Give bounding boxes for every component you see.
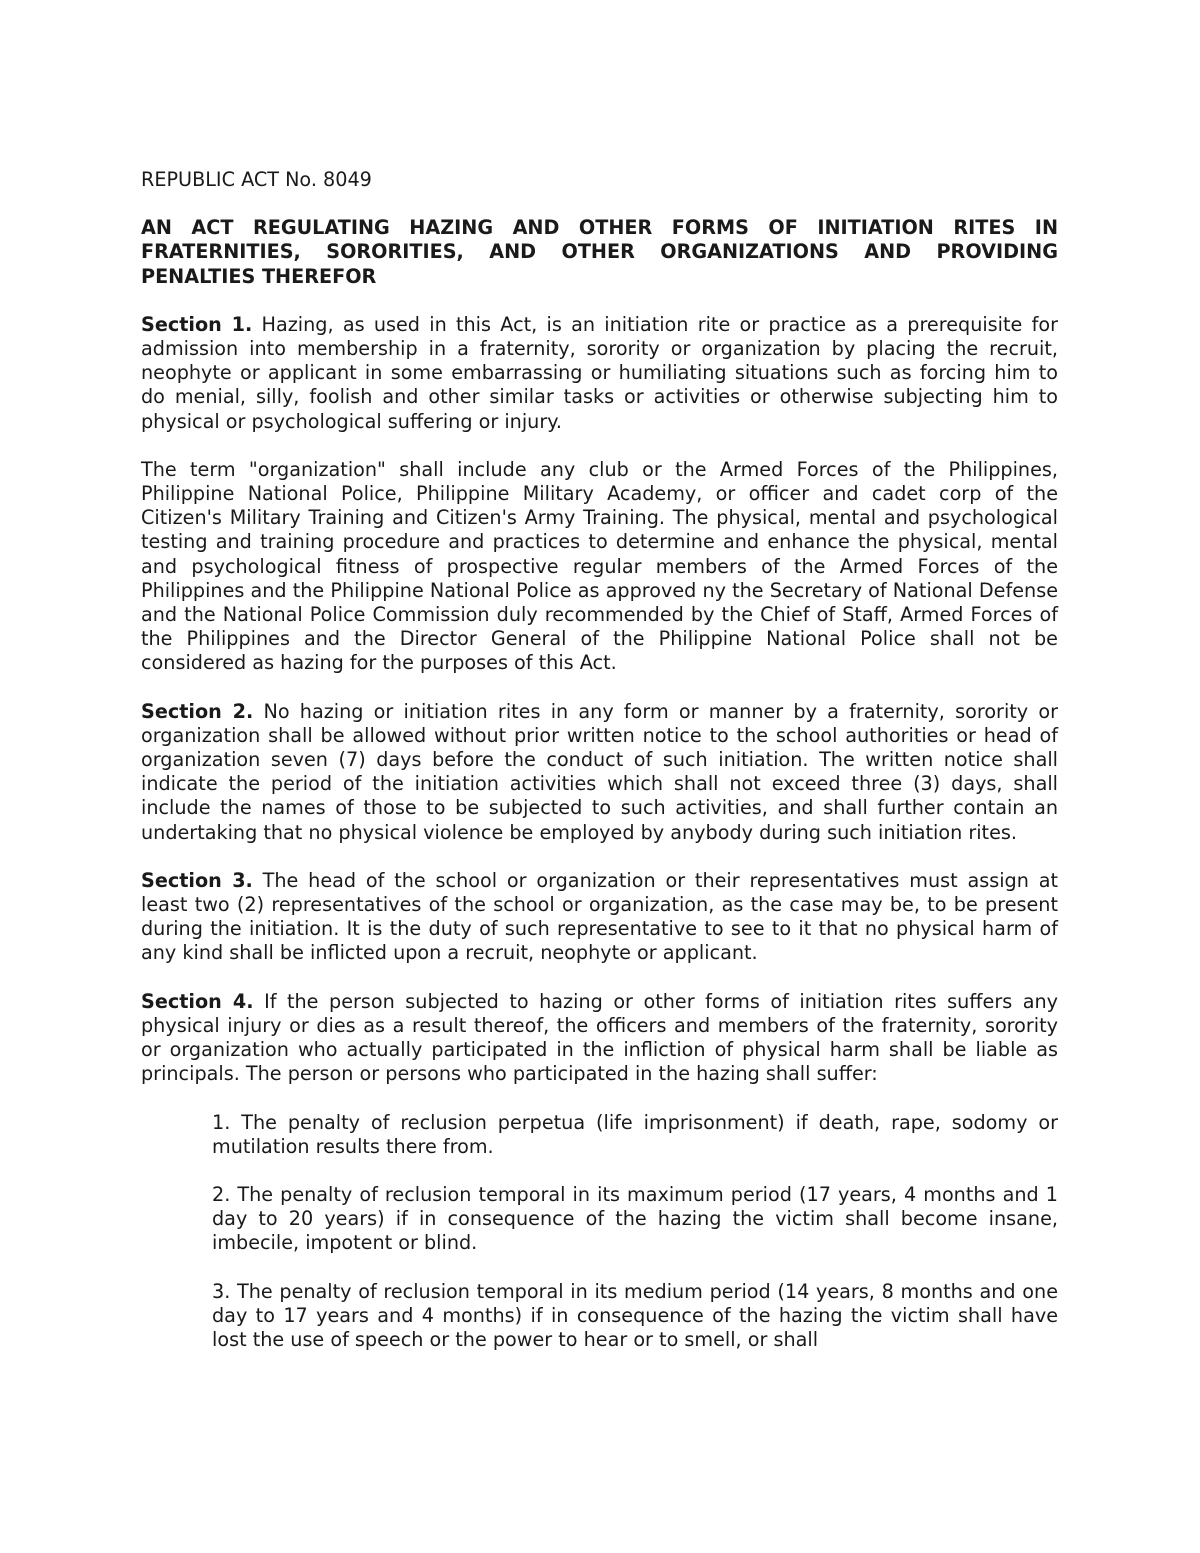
act-number: REPUBLIC ACT No. 8049 (141, 168, 372, 191)
section-2-paragraph (141, 700, 1058, 845)
section-1-text: Hazing, as used in this Act, is an initiation rite or practice as a prerequisite for admission into membership in a fraternity, sorority or organization by placing the recruit, neophyte or applicant in some embarrassing or humiliating situations such as forcing him to do menial, silly, foolish and other similar tasks or activities or otherwise subjecting him to physical or psychological suffering or injury. (141, 312, 1058, 433)
section-4-paragraph (141, 990, 1058, 1087)
organization-definition-paragraph (141, 458, 1058, 676)
section-4-label: Section 4. (141, 989, 254, 1013)
penalty-item-1: 1. The penalty of reclusion perpetua (life imprisonment) if death, rape, sodomy or mutilation results there from. (212, 1110, 1058, 1158)
penalty-item-3: 3. The penalty of reclusion temporal in its medium period (14 years, 8 months and one day to 17 years and 4 months) if in consequence of the hazing the victim shall have lost the use of speech or the power to hear or to smell, or shall (212, 1279, 1058, 1351)
section-2-text: No hazing or initiation rites in any form or manner by a fraternity, sorority or organization shall be allowed without prior written notice to the school authorities or head of organization seven (7) days before the conduct of such initiation. The written notice shall indicate the period of the initiation activities which shall not exceed three (3) days, shall include the names of those to be subjected to such activities, and shall further contain an undertaking that no physical violence be employed by anybody during such initiation rites. (141, 699, 1059, 844)
section-3-paragraph (141, 869, 1058, 966)
section-3-text: The head of the school or organization or their representatives must assign at least two (2) representatives of the school or organization, as the case may be, to be present during the initiation. It is the duty of such representative to see to it that no physical harm of any kind shall be inflicted upon a recruit, neophyte or applicant. (141, 868, 1058, 965)
section-3-label: Section 3. (141, 868, 253, 892)
penalty-item-2: 2. The penalty of reclusion temporal in its maximum period (17 years, 4 months and 1 day to 20 years) if in consequence of the hazing the victim shall become insane, imbecile, impotent or blind. (212, 1182, 1058, 1255)
document-page (141, 168, 1058, 1376)
act-title: AN ACT REGULATING HAZING AND OTHER FORMS OF INITIATION RITES IN FRATERNITIES, SORORITIES, AND OTHER ORGANIZATIONS AND PROVIDING PENALTIES THEREFOR (141, 216, 1058, 288)
section-2-label: Section 2. (141, 699, 254, 723)
section-1-label: Section 1. (141, 312, 253, 336)
section-4-text: If the person subjected to hazing or other forms of initiation rites suffers any physical injury or dies as a result thereof, the officers and members of the fraternity, sorority or organization who actually participated in the infliction of physical harm shall be liable as principals. The person or persons who participated in the hazing shall suffer: (141, 989, 1058, 1086)
organization-definition-text: The term "organization" shall include any club or the Armed Forces of the Philippines, Philippine National Police, Philippine Military Academy, or officer and cadet corp of the Citizen's Military Training and Citizen's Army Training. The physical, mental and psychological testing and training procedure and practices to determine and enhance the physical, mental and psychological fitness of prospective regular members of the Armed Forces of the Philippines and the Philippine National Police as approved ny the Secretary of National Defense and the National Police Commission duly recommended by the Chief of Staff, Armed Forces of the Philippines and the Director General of the Philippine National Police shall not be considered as hazing for the purposes of this Act. (141, 457, 1058, 675)
section-1-paragraph (141, 313, 1058, 434)
